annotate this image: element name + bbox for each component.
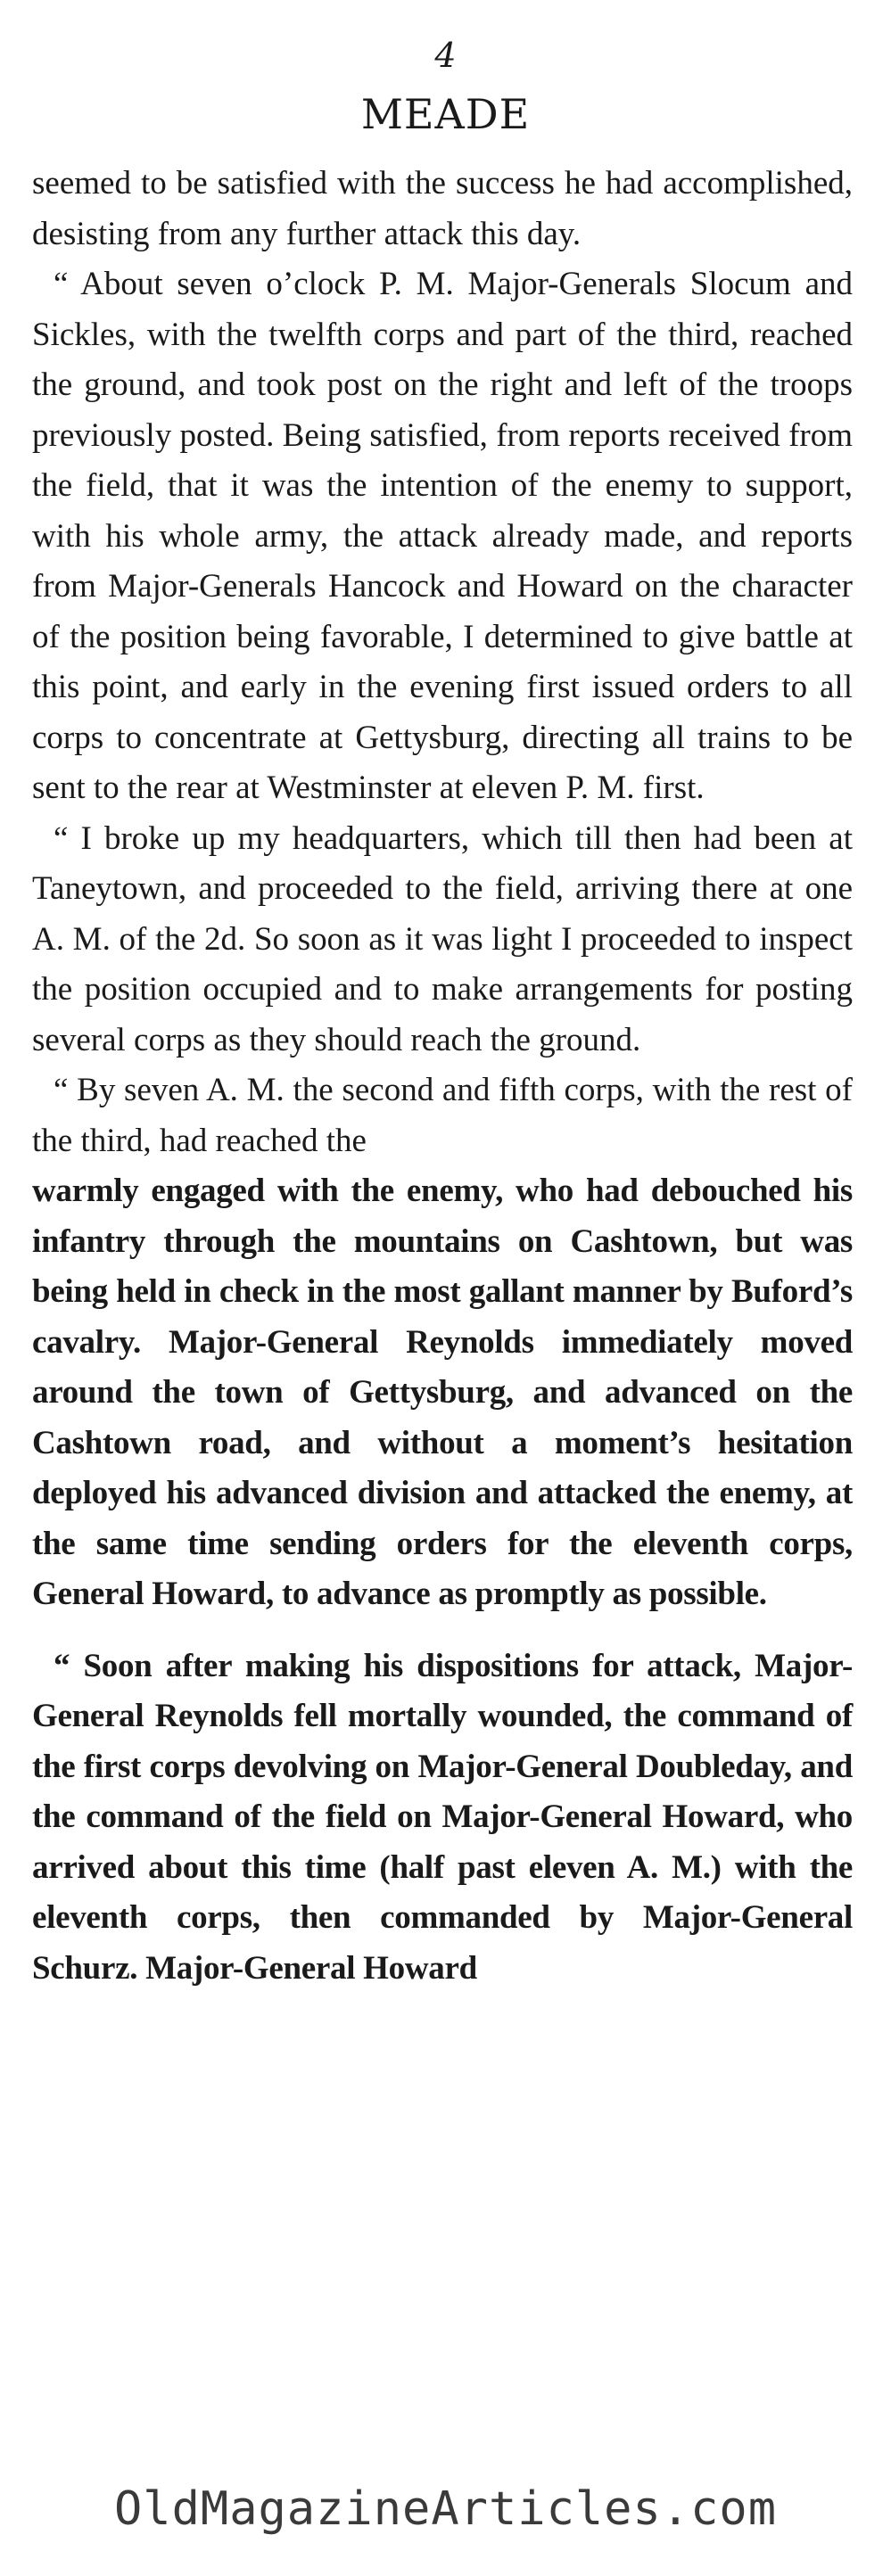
paragraph-evening-arrival: “ About seven o’clock P. M. Major-Generals Slocum and Sickles, with the twelfth corps and part of the third, reached the ground, and took post on the right and left of the troops previously posted. Being satisfied, from reports received from the field, that it was the intention of the enemy to support, with his whole army, the attack already made, and reports from Major-Generals Hancock and Howard on the character of the position being favorable, I determined to give battle at this point, and early in the evening first issued orders to all corps to concentrate at Gettysburg, directing all trains to be sent to the rear at Westminster at eleven P. M. first. (32, 266, 853, 806)
paragraph-continuation: seemed to be satisfied with the success he had accomplished, desisting from any further attack this day. (32, 165, 853, 252)
paragraph-reynolds-wounded: “ Soon after making his dispositions for attack, Major-General Reynolds fell mortally wounded, the command of the first corps devolving on Major-General Doubleday, and the command of the field on Major-General Howard, who arrived about this time (half past eleven A. M.) with the eleventh corps, then commanded by Major-General Schurz. Major-General Howard (32, 1647, 853, 1987)
paragraph-headquarters: “ I broke up my headquarters, which till then had been at Taneytown, and proceeded to the field, arriving there at one A. M. of the 2d. So soon as it was light I proceeded to inspect the position occupied and to make arrangements for posting several corps as they should reach the ground. (32, 819, 853, 1058)
paragraph-morning-corps: “ By seven A. M. the second and fifth corps, with the rest of the third, had reached the (32, 1072, 853, 1159)
running-title: MEADE (360, 90, 531, 138)
paragraph-reynolds-engagement: warmly engaged with the enemy, who had debouched his infantry through the mountains on Cashtown, but was being held in check in the most gallant manner by Buford’s cavalry. Major-General Reynolds immediately moved around the town of Gettysburg, and advanced on the Cashtown road, and without a moment’s hesitation deployed his advanced division and attacked the enemy, at the same time sending orders for the eleventh corps, General Howard, to advance as promptly as possible. (32, 1173, 853, 1612)
site-watermark: OldMagazineArticles.com (113, 2482, 778, 2536)
page-number: 4 (434, 36, 457, 75)
paragraph-gap (32, 1620, 853, 1642)
article-body (32, 159, 853, 1994)
